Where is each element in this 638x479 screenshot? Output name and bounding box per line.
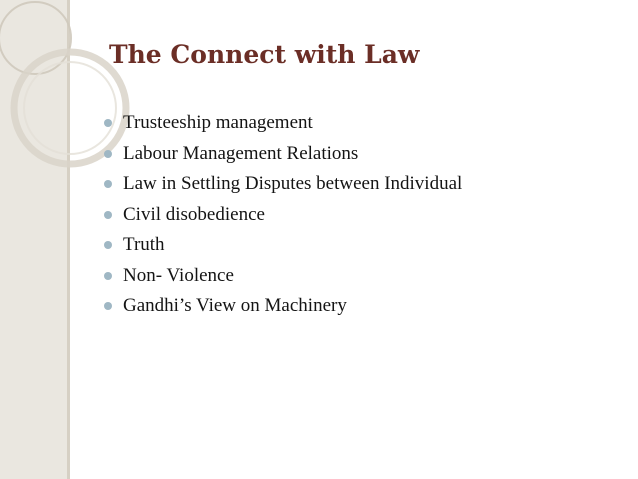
list-item xyxy=(104,200,462,231)
slide-title: The Connect with Law xyxy=(109,40,420,69)
bullet-icon xyxy=(104,119,112,127)
bullet-icon xyxy=(104,150,112,158)
bullet-label: Law in Settling Disputes between Individual xyxy=(123,173,463,195)
bullet-icon xyxy=(104,272,112,280)
bullet-icon xyxy=(104,211,112,219)
bullet-label: Trusteeship management xyxy=(123,112,313,134)
bullet-label: Gandhi’s View on Machinery xyxy=(123,295,347,317)
bullet-label: Non- Violence xyxy=(123,264,234,286)
bullet-icon xyxy=(104,302,112,310)
bullet-icon xyxy=(104,180,112,188)
bullet-icon xyxy=(104,241,112,249)
list-item xyxy=(104,139,462,170)
list-item xyxy=(104,261,462,292)
list-item xyxy=(104,291,462,322)
bullet-list xyxy=(104,108,462,322)
side-bar xyxy=(0,0,70,479)
list-item xyxy=(104,108,462,139)
bullet-label: Labour Management Relations xyxy=(123,142,359,164)
list-item xyxy=(104,169,462,200)
bullet-label: Civil disobedience xyxy=(123,203,265,225)
bullet-label: Truth xyxy=(123,234,165,256)
list-item xyxy=(104,230,462,261)
